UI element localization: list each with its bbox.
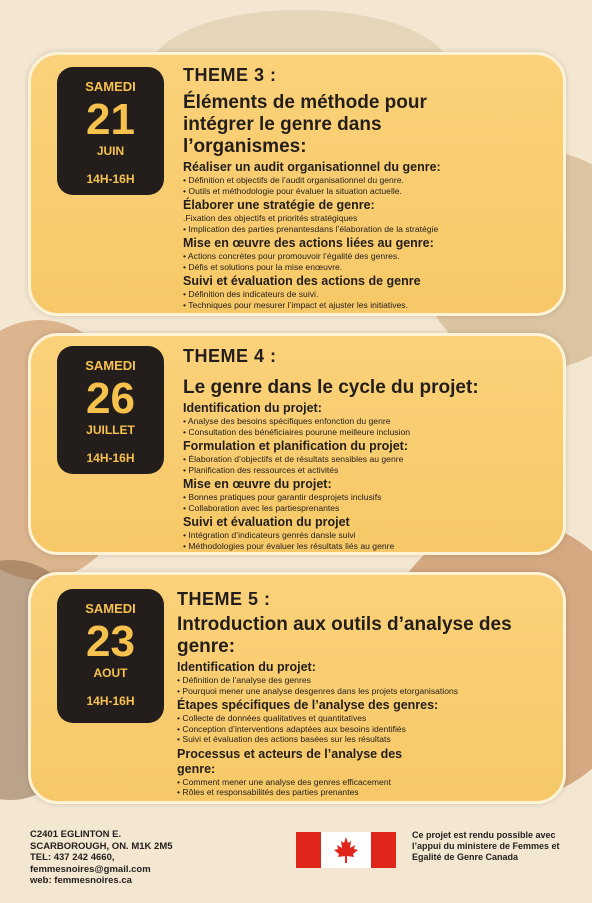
section-item: • Élaboration d’objectifs et de résultats sensibles au genre (183, 454, 404, 464)
section-item: • Rôles et responsabilités des parties prenantes (177, 787, 359, 797)
date-number: 26 (86, 374, 135, 423)
section-heading: Réaliser un audit organisationnel du genre: (183, 160, 441, 174)
section-heading: Formulation et planification du projet: (183, 439, 408, 453)
date-box (57, 67, 164, 195)
section-item: • Bonnes pratiques pour garantir desprojets inclusifs (183, 492, 382, 502)
theme-content (183, 346, 551, 551)
date-box (57, 589, 164, 723)
section-heading: Processus et acteurs de l’analyse des genre: (177, 746, 403, 776)
date-day: SAMEDI (85, 79, 136, 94)
theme-card-5 (28, 572, 566, 804)
date-month: JUIN (96, 144, 125, 158)
date-month: AOUT (93, 666, 128, 680)
theme-title: Introduction aux outils d’analyse des genre: (177, 614, 512, 657)
theme-title: Éléments de méthode pour intégrer le genre dans l’organismes: (183, 92, 427, 157)
theme-content (177, 589, 551, 798)
section-item: • Défis et solutions pour la mise enœuvre. (183, 261, 343, 272)
maple-leaf-icon (331, 835, 361, 865)
section-heading: Identification du projet: (183, 401, 322, 415)
date-number: 21 (86, 95, 135, 144)
address-line-2: SCARBOROUGH, ON. M1K 2M5 (30, 840, 173, 852)
section-heading: Étapes spécifiques de l’analyse des genres: (177, 698, 439, 712)
section-item: • Implication des parties prenantesdans l’élaboration de la stratégie (183, 223, 439, 234)
section-heading: Identification du projet: (177, 660, 316, 674)
section-item: • Comment mener une analyse des genres efficacement (177, 776, 391, 787)
section-item: • Conception d’interventions adaptées aux besoins identifiés (177, 723, 406, 734)
section-heading: Suivi et évaluation des actions de genre (183, 274, 421, 288)
section-item: • Consultation des bénéficiaires pourune meilleure inclusion (183, 426, 411, 437)
date-number: 23 (86, 617, 135, 666)
section-item: • Intégration d’indicateurs genrés dansle suivi (183, 530, 356, 540)
theme-label: THEME 5 : (177, 589, 271, 609)
date-time: 14H-16H (86, 451, 135, 465)
section-heading: Élaborer une stratégie de genre: (183, 198, 375, 212)
section-item: • Actions concrètes pour promouvoir l’égalité des genres. (183, 251, 400, 261)
section-item: • Définition de l’analyse des genres (177, 675, 311, 685)
section-heading: Suivi et évaluation du projet (183, 515, 350, 529)
canada-flag-icon (296, 832, 396, 868)
date-time: 14H-16H (86, 694, 135, 708)
theme-label: THEME 4 : (183, 346, 277, 366)
funding-note: Ce projet est rendu possible avec l’appui du ministere de Femmes et Egalité de Genre Canada (412, 830, 560, 862)
section-item: • Suivi et évaluation des actions basées sur les résultats (177, 734, 391, 744)
section-item: • Définition des indicateurs de suivi. (183, 289, 319, 299)
section-item: • Planification des ressources et activités (183, 464, 339, 475)
theme-title: Le genre dans le cycle du projet: (183, 377, 479, 398)
date-month: JUILLET (86, 423, 135, 437)
section-item: • Méthodologies pour évaluer les résultats liés au genre (183, 540, 395, 551)
date-day: SAMEDI (85, 601, 136, 616)
section-heading: Mise en œuvre du projet: (183, 477, 332, 491)
theme-content (183, 65, 551, 310)
website-link[interactable]: web: femmesnoires.ca (30, 875, 132, 886)
theme-card-3 (28, 52, 566, 316)
section-item: • Définition et objectifs de l’audit organisationnel du genre. (183, 175, 404, 185)
date-box (57, 346, 164, 474)
section-item: • Collaboration avec les partiesprenantes (183, 502, 340, 513)
email-link[interactable]: femmesnoires@gmail.com (30, 863, 151, 875)
section-item: • Collecte de données qualitatives et quantitatives (177, 713, 367, 723)
section-item: • Analyse des besoins spécifiques enfonction du genre (183, 416, 391, 426)
address-line-1: C2401 EGLINTON E. (30, 829, 122, 840)
footer-address (30, 829, 173, 887)
section-item: • Outils et méthodologie pour évaluer la situation actuelle. (183, 185, 402, 196)
phone: TEL: 437 242 4660, (30, 852, 115, 863)
theme-card-4 (28, 333, 566, 555)
section-heading: Mise en œuvre des actions liées au genre: (183, 236, 434, 250)
date-day: SAMEDI (85, 358, 136, 373)
theme-label: THEME 3 : (183, 65, 277, 85)
date-time: 14H-16H (86, 172, 135, 186)
section-item: • Techniques pour mesurer l’impact et ajuster les initiatives. (183, 299, 408, 310)
section-item: • Pourquoi mener une analyse desgenres dans les projets etorganisations (177, 685, 459, 696)
section-item: .Fixation des objectifs et priorités stratégiques (183, 213, 358, 223)
